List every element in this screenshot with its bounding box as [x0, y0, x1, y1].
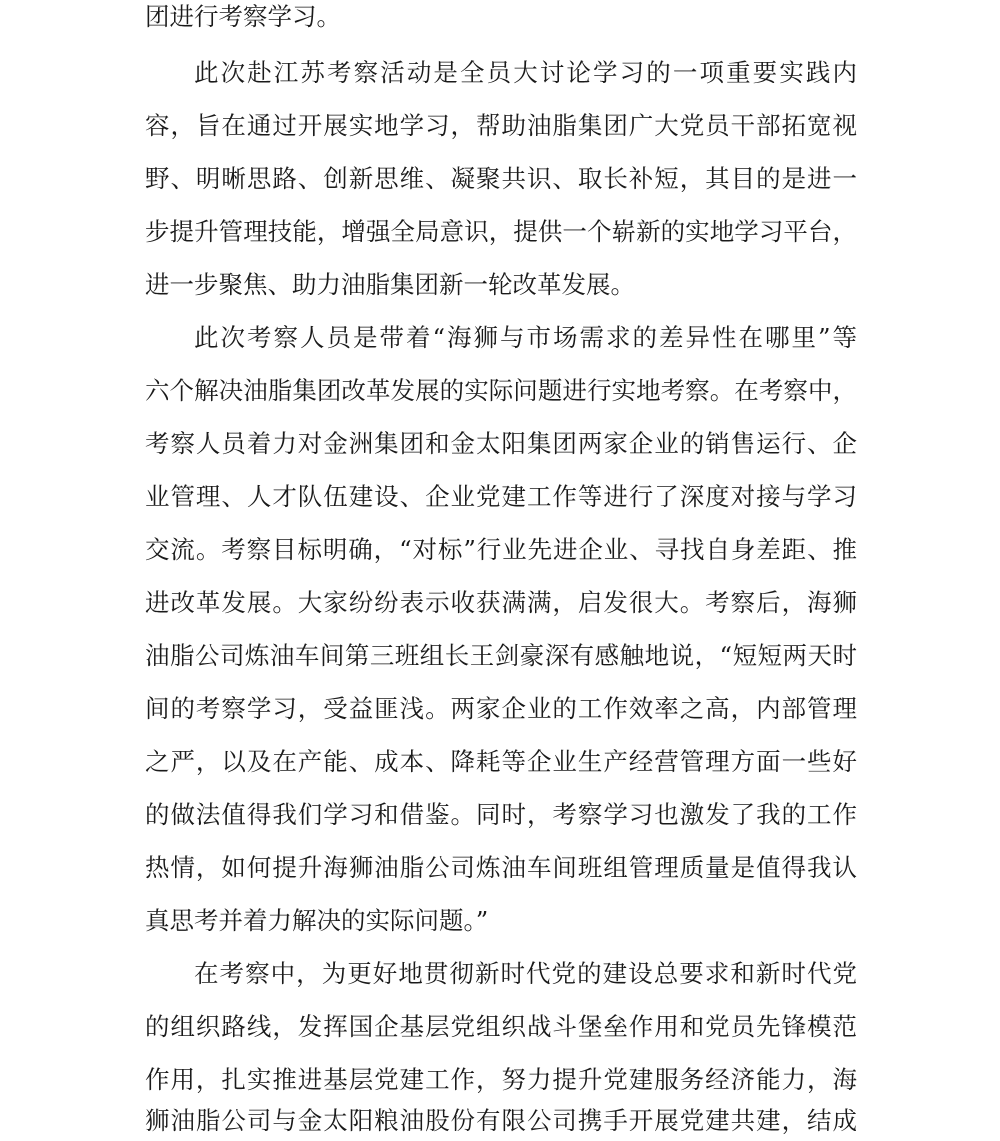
- paragraph-4-line-3: 作用，扎实推进基层党建工作，努力提升党建服务经济能力，海: [145, 1065, 857, 1094]
- paragraph-2-line-5: 进一步聚焦、助力油脂集团新一轮改革发展。: [145, 270, 635, 299]
- paragraph-3-line-12: 真思考并着力解决的实际问题。”: [145, 906, 489, 935]
- paragraph-3-line-4: 业管理、人才队伍建设、企业党建工作等进行了深度对接与学习: [145, 482, 857, 511]
- paragraph-2-line-1: 此次赴江苏考察活动是全员大讨论学习的一项重要实践内: [194, 58, 857, 87]
- paragraph-3-line-10: 的做法值得我们学习和借鉴。同时，考察学习也激发了我的工作: [145, 800, 857, 829]
- paragraph-4-line-1: 在考察中，为更好地贯彻新时代党的建设总要求和新时代党: [194, 959, 857, 988]
- paragraph-2-line-4: 步提升管理技能，增强全局意识，提供一个崭新的实地学习平台，: [145, 217, 857, 246]
- paragraph-1-line-1: 团进行考察学习。: [145, 2, 341, 31]
- paragraph-4-line-2: 的组织路线，发挥国企基层党组织战斗堡垒作用和党员先锋模范: [145, 1012, 857, 1041]
- paragraph-3-line-1: 此次考察人员是带着“海狮与市场需求的差异性在哪里”等: [194, 323, 857, 352]
- paragraph-3-line-11: 热情，如何提升海狮油脂公司炼油车间班组管理质量是值得我认: [145, 853, 857, 882]
- paragraph-3-line-8: 间的考察学习，受益匪浅。两家企业的工作效率之高，内部管理: [145, 694, 857, 723]
- paragraph-3-line-5: 交流。考察目标明确，“对标”行业先进企业、寻找自身差距、推: [145, 535, 857, 564]
- paragraph-3-line-7: 油脂公司炼油车间第三班组长王剑豪深有感触地说，“短短两天时: [145, 641, 857, 670]
- paragraph-2-line-2: 容，旨在通过开展实地学习，帮助油脂集团广大党员干部拓宽视: [145, 111, 857, 140]
- paragraph-3-line-3: 考察人员着力对金洲集团和金太阳集团两家企业的销售运行、企: [145, 429, 857, 458]
- paragraph-3-line-6: 进改革发展。大家纷纷表示收获满满，启发很大。考察后，海狮: [145, 588, 857, 617]
- paragraph-4-line-4: 狮油脂公司与金太阳粮油股份有限公司携手开展党建共建，结成: [145, 1106, 857, 1135]
- paragraph-2-line-3: 野、明晰思路、创新思维、凝聚共识、取长补短，其目的是进一: [145, 164, 857, 193]
- paragraph-3-line-9: 之严，以及在产能、成本、降耗等企业生产经营管理方面一些好: [145, 747, 857, 776]
- paragraph-3-line-2: 六个解决油脂集团改革发展的实际问题进行实地考察。在考察中，: [145, 376, 857, 405]
